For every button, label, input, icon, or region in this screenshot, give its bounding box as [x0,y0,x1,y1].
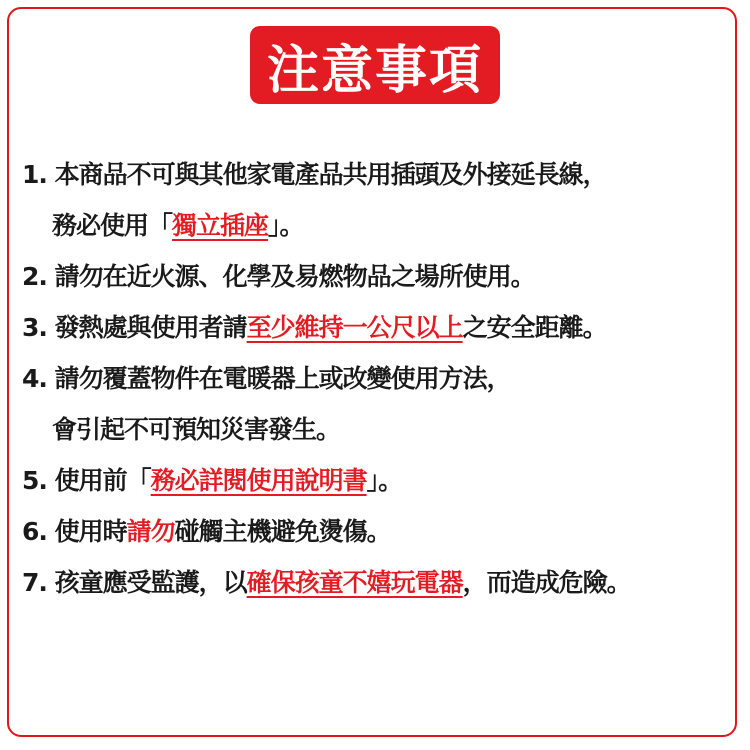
note-6 [22,517,738,547]
note-text: 5. 使用前「 [22,466,151,495]
note-text: 4. 請勿覆蓋物件在電暖器上或改變使用方法， [22,364,511,393]
notice-list [22,160,738,619]
note-1-line-1 [22,160,738,190]
note-4-line-1 [22,364,738,394]
note-text: 之安全距離。 [462,313,607,342]
note-1-line-2 [22,211,738,241]
note-4-line-2 [22,415,738,445]
note-text: 3. 發熱處與使用者請 [22,313,247,342]
note-text: 務必使用「 [52,211,173,240]
note-7 [22,568,738,598]
note-text: 7. 孩童應受監護，以 [22,568,247,597]
note-2 [22,262,738,292]
note-text: 碰觸主機避免燙傷。 [174,517,391,546]
note-text: 2. 請勿在近火源、化學及易燃物品之場所使用。 [22,262,535,291]
note-highlight: 至少維持一公尺以上 [246,313,463,342]
note-text: 會引起不可預知災害發生。 [52,415,341,444]
note-text: 1. 本商品不可與其他家電產品共用插頭及外接延長線， [22,160,607,189]
note-highlight: 請勿 [126,517,175,546]
note-text: 6. 使用時 [22,517,127,546]
note-text: ，而造成危險。 [462,568,631,597]
note-5 [22,466,738,496]
page-title: 注意事項 [266,40,483,101]
note-highlight: 獨立插座 [172,211,269,240]
note-highlight: 確保孩童不嬉玩電器 [246,568,463,597]
note-text: 」。 [366,466,403,495]
title-badge [250,26,500,104]
note-highlight: 務必詳閱使用說明書 [150,466,367,495]
note-3 [22,313,738,343]
note-text: 」。 [268,211,304,240]
